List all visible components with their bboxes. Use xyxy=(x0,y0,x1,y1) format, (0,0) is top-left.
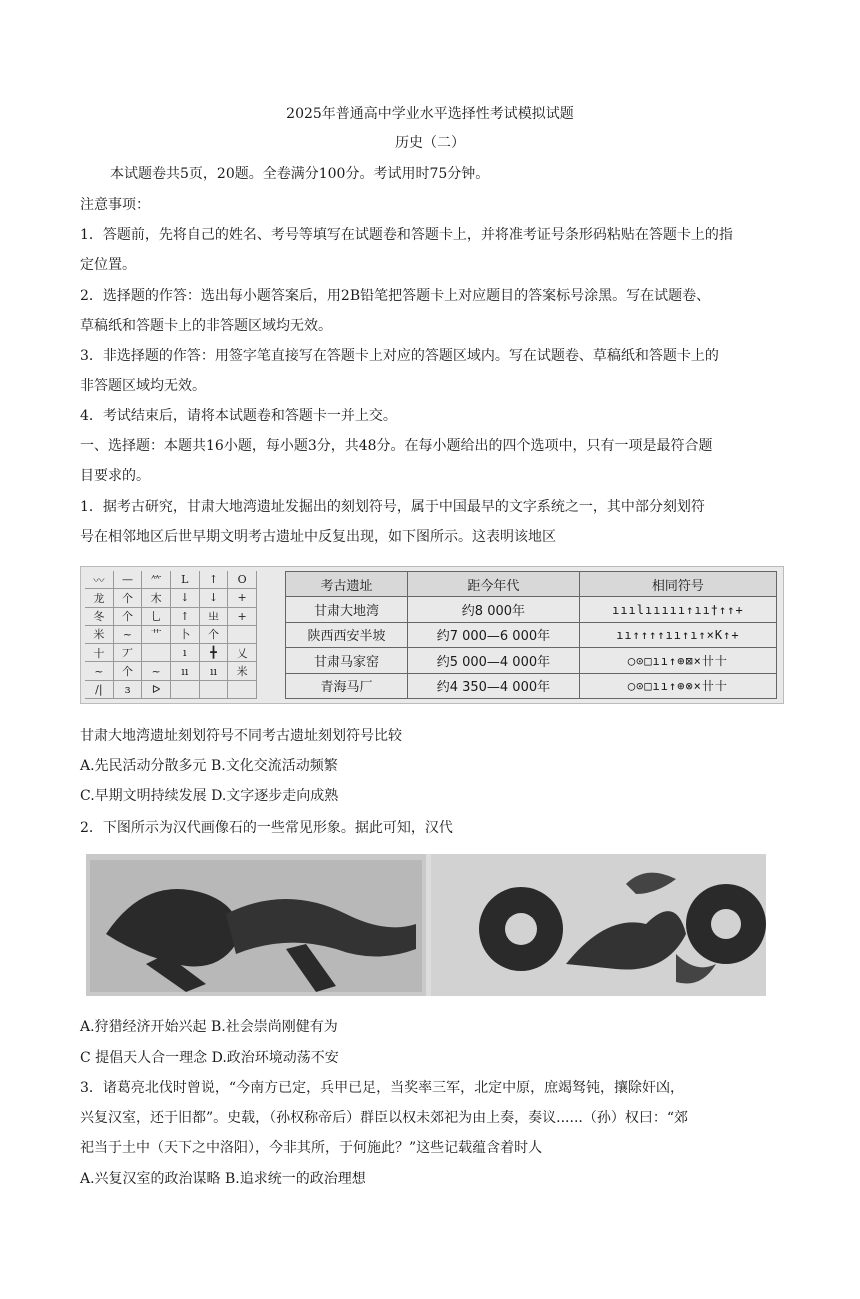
notes-line: 4．考试结束后，请将本试题卷和答题卡一并上交。 xyxy=(80,408,397,424)
symbol-cell: + xyxy=(228,589,257,607)
q3-stem-cont: 祀当于土中（天下之中洛阳），今非其所，于何施此？”这些记载蕴含着时人 xyxy=(80,1140,543,1156)
notes-line: 非答题区域均无效。 xyxy=(80,378,206,394)
q1-stem: 1．据考古研究，甘肃大地湾遗址发掘出的刻划符号，属于中国最早的文字系统之一，其中部分刻划符 xyxy=(80,499,705,515)
q3-stem-cont: 兴复汉室，还于旧都”。史载，（孙权称帝后）群臣以权未郊祀为由上奏，奏议......（孙）权曰：“郊 xyxy=(80,1110,689,1126)
symbol-cell: 龙 xyxy=(85,589,114,607)
table-header: 相同符号 xyxy=(579,572,776,597)
q3-stem: 3．诸葛亮北伐时曾说，“今南方已定，兵甲已足，当奖率三军，北定中原，庶竭驽钝，攘除奸凶， xyxy=(80,1080,685,1096)
q1-caption: 甘肃大地湾遗址刻划符号不同考古遗址刻划符号比较 xyxy=(80,728,402,744)
q3-options-ab: A.兴复汉室的政治谋略 B.追求统一的政治理想 xyxy=(80,1171,366,1187)
han-stone-relief-image xyxy=(86,854,766,996)
symbol-cell: /| xyxy=(85,681,114,699)
symbol-cell xyxy=(200,681,229,699)
symbol-cell: ~ xyxy=(142,662,171,680)
symbol-cell: 个 xyxy=(114,608,143,626)
symbol-cell: ıı xyxy=(200,662,229,680)
symbol-cell: 个 xyxy=(114,589,143,607)
symbol-cell: ⺮ xyxy=(142,571,171,589)
symbol-cell: L xyxy=(171,571,200,589)
table-cell: 陕西西安半坡 xyxy=(286,622,408,647)
table-row xyxy=(286,622,777,647)
symbol-cell xyxy=(228,626,257,644)
symbol-cell: 丆 xyxy=(114,644,143,662)
section-heading-cont: 目要求的。 xyxy=(80,468,150,484)
symbol-cell: 米 xyxy=(85,626,114,644)
symbol-cell: ı xyxy=(171,644,200,662)
notes-line: 2．选择题的作答：选出每小题答案后，用2B铅笔把答题卡上对应题目的答案标号涂黑。写在试题卷、 xyxy=(80,288,711,304)
symbol-cell: ᐅ xyxy=(142,681,171,699)
symbol-cell: 艹 xyxy=(142,626,171,644)
table-cell: 青海马厂 xyxy=(286,673,408,698)
comparison-table xyxy=(285,571,777,699)
intro-text: 本试题卷共5页，20题。全卷满分100分。考试用时75分钟。 xyxy=(110,166,490,182)
symbol-cell: 冬 xyxy=(85,608,114,626)
q2-options-ab: A.狩猎经济开始兴起 B.社会崇尚刚健有为 xyxy=(80,1019,338,1035)
table-cell: 甘肃马家窑 xyxy=(286,648,408,673)
symbol-cell: — xyxy=(114,571,143,589)
symbol-cell: ıı xyxy=(171,662,200,680)
table-cell: 约5 000—4 000年 xyxy=(408,648,580,673)
symbol-cell: ↑ xyxy=(200,571,229,589)
symbol-cell xyxy=(171,681,200,699)
symbol-cell: ɜ xyxy=(114,681,143,699)
table-row xyxy=(286,648,777,673)
symbol-cell xyxy=(142,644,171,662)
symbol-cell: 乚 xyxy=(142,608,171,626)
table-cell: 约4 350—4 000年 xyxy=(408,673,580,698)
table-cell: ◯⊙□ıı↑⊕⊠×卄十 xyxy=(579,648,776,673)
symbol-cell: ~ xyxy=(85,662,114,680)
symbol-cell: 十 xyxy=(85,644,114,662)
q2-options-cd: C 提倡天人合一理念 D.政治环境动荡不安 xyxy=(80,1050,339,1066)
table-cell: ◯⊙□ıı↑⊕⊗×卄十 xyxy=(579,673,776,698)
notes-line: 1．答题前，先将自己的姓名、考号等填写在试题卷和答题卡上，并将准考证号条形码粘贴在答题卡上的指 xyxy=(80,227,733,243)
symbol-chart xyxy=(85,571,257,699)
table-header: 考古遗址 xyxy=(286,572,408,597)
notes-line: 草稿纸和答题卡上的非答题区域均无效。 xyxy=(80,318,332,334)
symbol-cell: 㞢 xyxy=(200,608,229,626)
symbol-cell: 木 xyxy=(142,589,171,607)
symbol-cell: 乂 xyxy=(228,644,257,662)
q1-figure xyxy=(80,566,784,704)
symbol-cell: O xyxy=(228,571,257,589)
notes-line: 3．非选择题的作答：用签字笔直接写在答题卡上对应的答题区域内。写在试题卷、草稿纸和答题卡上的 xyxy=(80,348,719,364)
table-cell: 约8 000年 xyxy=(408,597,580,622)
symbol-cell: ↓ xyxy=(171,589,200,607)
q2-stem: 2．下图所示为汉代画像石的一些常见形象。据此可知，汉代 xyxy=(80,820,453,836)
table-row xyxy=(286,597,777,622)
symbol-cell: ↑ xyxy=(171,608,200,626)
q1-options-cd: C.早期文明持续发展 D.文字逐步走向成熟 xyxy=(80,788,339,804)
q1-options-ab: A.先民活动分散多元 B.文化交流活动频繁 xyxy=(80,758,338,774)
table-cell: ııılııııı↑ıı†↑↑+ xyxy=(579,597,776,622)
table-header: 距今年代 xyxy=(408,572,580,597)
symbol-cell: ~ xyxy=(114,626,143,644)
symbol-cell: ╋ xyxy=(200,644,229,662)
symbol-cell: ↓ xyxy=(200,589,229,607)
symbol-cell xyxy=(228,681,257,699)
symbol-cell: 卜 xyxy=(171,626,200,644)
table-row xyxy=(286,673,777,698)
notes-heading: 注意事项： xyxy=(80,197,150,213)
notes-line: 定位置。 xyxy=(80,257,136,273)
exam-subtitle: 历史（二） xyxy=(395,135,465,151)
symbol-cell: 〰 xyxy=(85,571,114,589)
relief-artwork xyxy=(86,854,766,996)
q1-stem-cont: 号在相邻地区后世早期文明考古遗址中反复出现，如下图所示。这表明该地区 xyxy=(80,529,556,545)
table-cell: 约7 000—6 000年 xyxy=(408,622,580,647)
table-cell: 甘肃大地湾 xyxy=(286,597,408,622)
exam-title: 2025年普通高中学业水平选择性考试模拟试题 xyxy=(286,106,574,122)
symbol-cell: 个 xyxy=(200,626,229,644)
symbol-cell: 个 xyxy=(114,662,143,680)
table-cell: ıı↑↑↑↑ıı↑ı↑×K↑+ xyxy=(579,622,776,647)
symbol-cell: + xyxy=(228,608,257,626)
symbol-cell: 米 xyxy=(228,662,257,680)
section-heading: 一、选择题：本题共16小题，每小题3分，共48分。在每小题给出的四个选项中，只有一项是最符合题 xyxy=(80,438,713,454)
